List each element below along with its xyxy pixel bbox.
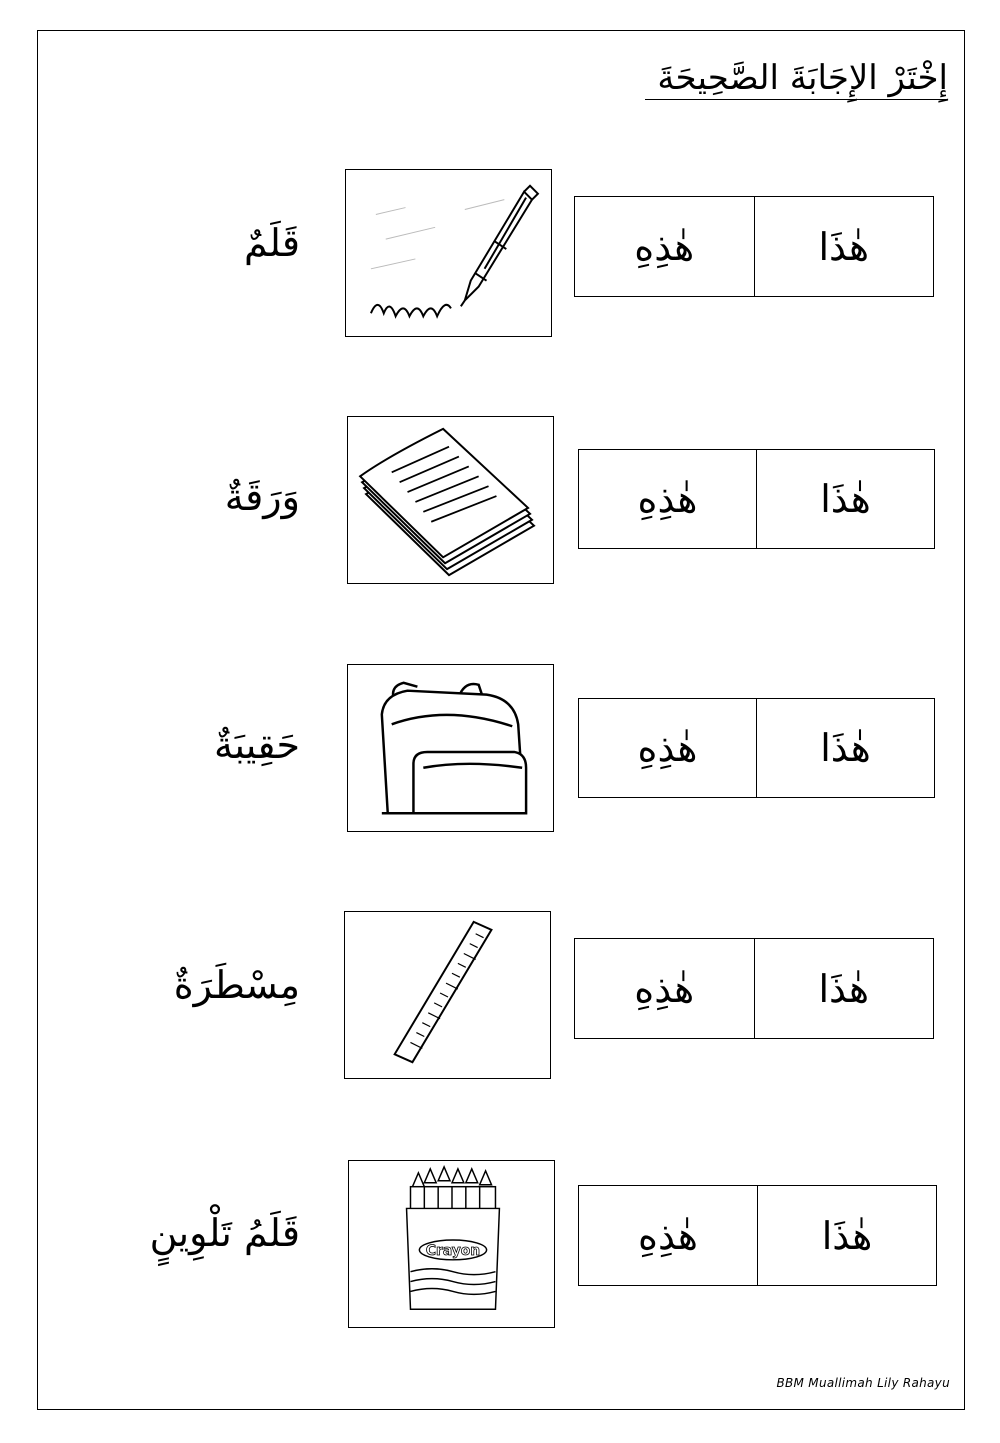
pen-icon xyxy=(345,169,552,337)
choice-hadhihi-4[interactable]: هٰذِهِ xyxy=(634,966,695,1011)
choice-hadha-3[interactable]: هٰذَا xyxy=(756,699,934,797)
backpack-icon xyxy=(347,664,554,832)
choice-hadha-2[interactable]: هٰذَا xyxy=(756,450,934,548)
author-credit: BBM Muallimah Lily Rahayu xyxy=(776,1376,950,1390)
choice-group-2 xyxy=(578,449,935,549)
question-word-1: قَلَمٌ xyxy=(243,221,300,265)
choice-group-5 xyxy=(578,1185,937,1286)
choice-hadha-5[interactable]: هٰذَا xyxy=(757,1186,936,1285)
choice-group-1 xyxy=(574,196,934,297)
ruler-icon xyxy=(344,911,551,1079)
choice-hadhihi-1[interactable]: هٰذِهِ xyxy=(634,224,695,269)
choice-hadha-1[interactable]: هٰذَا xyxy=(754,197,934,296)
question-word-5: قَلَمُ تَلْوِينٍ xyxy=(149,1211,300,1255)
choice-group-4 xyxy=(574,938,934,1039)
page-title: إِخْتَرْ الإِجَابَةَ الصَّحِيحَةَ xyxy=(657,58,948,98)
question-word-4: مِسْطَرَةٌ xyxy=(173,963,300,1007)
question-word-3: حَقِيبَةٌ xyxy=(213,723,300,767)
crayon-box-icon xyxy=(348,1160,555,1328)
choice-hadhihi-5[interactable]: هٰذِهِ xyxy=(638,1213,698,1258)
choice-hadhihi-3[interactable]: هٰذِهِ xyxy=(637,726,698,770)
paper-stack-icon xyxy=(347,416,554,584)
choice-hadha-4[interactable]: هٰذَا xyxy=(754,939,934,1038)
choice-group-3 xyxy=(578,698,935,798)
crayon-label: Crayon xyxy=(425,1242,481,1259)
title-underline xyxy=(645,99,948,100)
question-word-2: وَرَقَةٌ xyxy=(224,475,300,519)
choice-hadhihi-2[interactable]: هٰذِهِ xyxy=(637,477,698,521)
